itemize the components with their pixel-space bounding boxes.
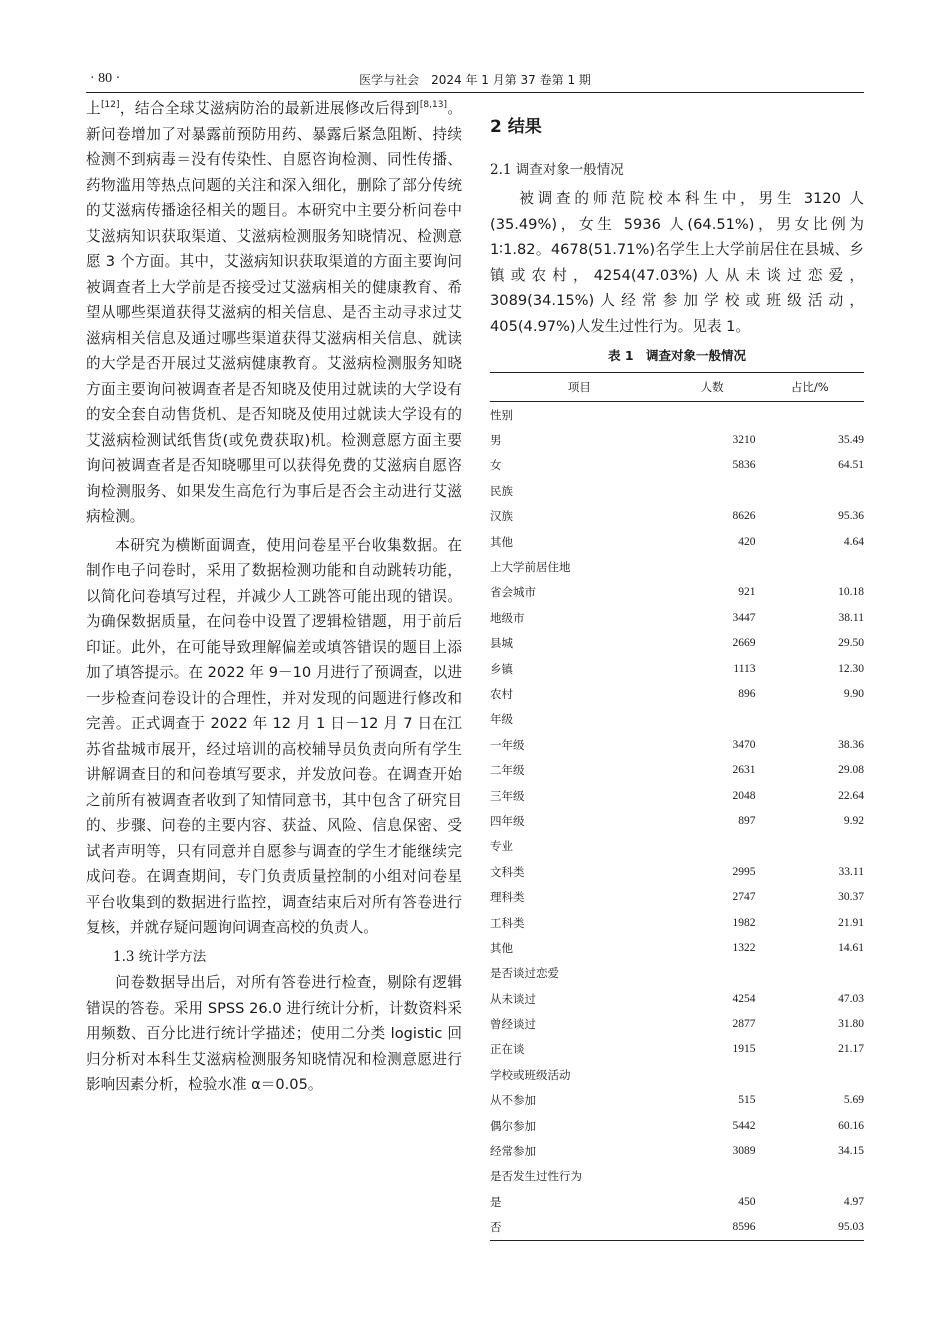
- cell-percent: [756, 834, 864, 859]
- table-general-characteristics: [490, 372, 864, 1241]
- table-row: [490, 1215, 864, 1241]
- table-row: [490, 427, 864, 452]
- table-row: [490, 1088, 864, 1113]
- cell-count: [669, 1164, 756, 1189]
- cell-item: 是: [490, 1194, 502, 1209]
- cell-count: 2631: [732, 764, 756, 777]
- cell-item: 二年级: [490, 763, 525, 778]
- cell-percent: 38.36: [838, 738, 864, 751]
- cell-count: [669, 402, 756, 428]
- table-row: [490, 783, 864, 808]
- table-category-row: [490, 1164, 864, 1189]
- cell-item: 女: [490, 458, 502, 473]
- cell-count: [669, 1062, 756, 1087]
- cell-item: 地级市: [490, 610, 525, 625]
- cell-count: 3089: [732, 1145, 756, 1158]
- column-header-count: 人数: [669, 373, 756, 402]
- cell-count: 1322: [732, 941, 756, 954]
- cell-item: 文科类: [490, 864, 525, 879]
- cell-percent: 9.90: [843, 687, 864, 700]
- cell-percent: 38.11: [838, 611, 864, 624]
- cell-count: 1915: [732, 1043, 756, 1056]
- cell-item: 上大学前居住地: [490, 560, 571, 575]
- cell-count: 1982: [732, 916, 756, 929]
- cell-percent: [756, 961, 864, 986]
- cell-item: 从不参加: [490, 1093, 536, 1108]
- cell-percent: 4.97: [843, 1195, 864, 1208]
- table-category-row: [490, 1062, 864, 1087]
- cell-percent: [756, 478, 864, 503]
- cell-percent: 10.18: [838, 586, 864, 599]
- table-row: [490, 580, 864, 605]
- cell-item: 经常参加: [490, 1144, 536, 1159]
- cell-item: 工科类: [490, 915, 525, 930]
- cell-count: [669, 834, 756, 859]
- cell-item: 乡镇: [490, 661, 513, 676]
- cell-percent: [756, 554, 864, 579]
- table-row: [490, 1011, 864, 1036]
- table-row: [490, 732, 864, 757]
- cell-count: [669, 961, 756, 986]
- cell-count: 2048: [732, 789, 756, 802]
- table-row: [490, 504, 864, 529]
- table-header-row: [490, 373, 864, 402]
- cell-percent: 33.11: [838, 865, 864, 878]
- table-row: [490, 453, 864, 478]
- cell-count: 1113: [733, 662, 756, 675]
- paragraph-questionnaire: [86, 96, 462, 530]
- cell-count: [669, 707, 756, 732]
- cell-count: 3447: [732, 611, 756, 624]
- cell-percent: 47.03: [838, 992, 864, 1005]
- table-row: [490, 859, 864, 884]
- table-row: [490, 1189, 864, 1214]
- cell-percent: 29.50: [838, 637, 864, 650]
- table-row: [490, 681, 864, 706]
- cell-item: 性别: [490, 407, 513, 422]
- cell-percent: 29.08: [838, 764, 864, 777]
- table-category-row: [490, 961, 864, 986]
- cell-item: 学校或班级活动: [490, 1067, 571, 1082]
- cell-item: 农村: [490, 686, 513, 701]
- table-row: [490, 529, 864, 554]
- table-row: [490, 986, 864, 1011]
- cell-item: 否: [490, 1220, 502, 1235]
- cell-count: 896: [738, 687, 756, 700]
- table-row: [490, 884, 864, 909]
- cell-percent: [756, 1164, 864, 1189]
- cell-item: 四年级: [490, 813, 525, 828]
- left-column: [86, 96, 462, 1098]
- cell-percent: 12.30: [838, 662, 864, 675]
- cell-item: 曾经谈过: [490, 1017, 536, 1032]
- cell-count: 515: [738, 1094, 756, 1107]
- cell-count: 420: [738, 535, 756, 548]
- cell-count: 921: [738, 586, 756, 599]
- table-row: [490, 1138, 864, 1163]
- citation[interactable]: [8,13]: [419, 100, 447, 110]
- cell-item: 三年级: [490, 788, 525, 803]
- cell-count: 8626: [732, 510, 756, 523]
- table-category-row: [490, 478, 864, 503]
- table-row: [490, 605, 864, 630]
- page-number: · 80 ·: [90, 71, 121, 86]
- table-caption: 表 1 调查对象一般情况: [607, 348, 747, 363]
- cell-count: [669, 554, 756, 579]
- table-row: [490, 935, 864, 960]
- cell-percent: [756, 707, 864, 732]
- cell-count: 2669: [732, 637, 756, 650]
- table-category-row: [490, 554, 864, 579]
- table-row: [490, 656, 864, 681]
- journal-title: 医学与社会 2024 年 1 月第 37 卷第 1 期: [359, 73, 591, 87]
- cell-item: 专业: [490, 839, 513, 854]
- cell-item: 县城: [490, 636, 513, 651]
- cell-item: 其他: [490, 534, 513, 549]
- cell-item: 从未谈过: [490, 991, 536, 1006]
- cell-percent: 64.51: [838, 459, 864, 472]
- paragraph-data-collection: 本研究为横断面调查，使用问卷星平台收集数据。在制作电子问卷时，采用了数据检测功能和自动跳转功能，以简化问卷填写过程，并减少人工跳答可能出现的错误。为确保数据质量，在问卷中设置了逻辑检错题，用于前后印证。此外，在可能导致理解偏差或填答错误的题目上添加了填答提示。在 2022 年 9－10 月进行了预调查，以进一步检查问卷设计的合理性，并对发现的问题进行修改和完善。正式调查于 2022 年 12 月 1 日－12 月 7 日在江苏省盐城市展开，经过培训的高校辅导员负责向所有学生讲解调查目的和问卷填写要求，并发放问卷。在调查开始之前所有被调查者收到了知情同意书，其中包含了研究目的、步骤、问卷的主要内容、获益、风险、信息保密、受试者声明等，只有同意并自愿参与调查的学生才能继续完成问卷。在调查期间，专门负责质量控制的小组对问卷星平台收集到的数据进行监控，调查结束后对所有答卷进行复核，并就存疑问题询问调查高校的负责人。: [86, 536, 462, 936]
- cell-count: 450: [738, 1195, 756, 1208]
- cell-percent: 30.37: [838, 891, 864, 904]
- cell-count: 897: [738, 814, 756, 827]
- cell-item: 理科类: [490, 890, 525, 905]
- table-row: [490, 1037, 864, 1062]
- cell-percent: 14.61: [838, 941, 864, 954]
- cell-count: 3210: [732, 434, 756, 447]
- cell-percent: 35.49: [838, 434, 864, 447]
- table-category-row: [490, 707, 864, 732]
- right-column: [490, 114, 864, 339]
- cell-count: 3470: [732, 738, 756, 751]
- cell-item: 汉族: [490, 509, 513, 524]
- page-header: [86, 68, 864, 93]
- cell-count: 8596: [732, 1221, 756, 1234]
- cell-count: 5836: [732, 459, 756, 472]
- cell-percent: 60.16: [838, 1119, 864, 1132]
- cell-count: 2995: [732, 865, 756, 878]
- cell-count: 2747: [732, 891, 756, 904]
- cell-count: 5442: [732, 1119, 756, 1132]
- cell-count: 4254: [732, 992, 756, 1005]
- cell-item: 是否发生过性行为: [490, 1169, 582, 1184]
- text-run: ，结合全球艾滋病防治的最新进展修改后得到: [119, 100, 420, 117]
- cell-item: 其他: [490, 940, 513, 955]
- section-heading-1-3: 1.3 统计学方法: [113, 948, 207, 965]
- text-run: 上: [86, 100, 102, 117]
- cell-item: 正在谈: [490, 1042, 525, 1057]
- section-heading-2: 2 结果: [490, 117, 542, 137]
- cell-percent: 21.91: [838, 916, 864, 929]
- text-run: 。新问卷增加了对暴露前预防用药、暴露后紧急阻断、持续检测不到病毒＝没有传染性、自愿咨询检测、同性传播、药物滥用等热点问题的关注和深入细化，删除了部分传统的艾滋病传播途径相关的题目。本研究中主要分析问卷中艾滋病知识获取渠道、艾滋病检测服务知晓情况、检测意愿 3 个方面。其中，艾滋病知识获取渠道的方面主要询问被调查者上大学前是否接受过艾滋病相关的健康教育、希望从哪些渠道获得艾滋病的相关信息、是否主动寻求过艾滋病相关信息及通过哪些渠道获得艾滋病相关信息、就读的大学是否开展过艾滋病健康教育。艾滋病检测服务知晓方面主要询问被调查者是否知晓及使用过就读的大学设有的安全套自动售货机、是否知晓及使用过就读大学设有的艾滋病检测试纸售货(或免费获取)机。检测意愿方面主要询问被调查者是否知晓哪里可以获得免费的艾滋病自愿咨询检测服务、如果发生高危行为事后是否会主动进行艾滋病检测。: [86, 100, 462, 525]
- cell-percent: 22.64: [838, 789, 864, 802]
- cell-percent: 34.15: [838, 1145, 864, 1158]
- cell-percent: [756, 402, 864, 428]
- cell-item: 民族: [490, 483, 513, 498]
- paragraph-statistics: 问卷数据导出后，对所有答卷进行检查，剔除有逻辑错误的答卷。采用 SPSS 26.0 进行统计分析，计数资料采用频数、百分比进行统计学描述；使用二分类 logistic 回归分析对本科生艾滋病检测服务知晓情况和检测意愿进行影响因素分析，检验水准 α＝0.05。: [86, 974, 462, 1093]
- cell-item: 年级: [490, 712, 513, 727]
- cell-item: 是否谈过恋爱: [490, 966, 559, 981]
- paragraph-results: 被调查的师范院校本科生中，男生 3120 人(35.49%)，女生 5936 人(64.51%)，男女比例为 1∶1.82。4678(51.71%)名学生上大学前居住在县城、乡镇或农村，4254(47.03%)人从未谈过恋爱，3089(34.15%)人经常参加学校或班级活动，405(4.97%)人发生过性行为。见表 1。: [490, 190, 864, 335]
- cell-item: 偶尔参加: [490, 1118, 536, 1133]
- cell-percent: 21.17: [838, 1043, 864, 1056]
- cell-item: 男: [490, 433, 502, 448]
- table-row: [490, 910, 864, 935]
- cell-percent: 95.36: [838, 510, 864, 523]
- table-row: [490, 1113, 864, 1138]
- table-row: [490, 757, 864, 782]
- cell-percent: 31.80: [838, 1018, 864, 1031]
- citation[interactable]: [12]: [101, 100, 120, 110]
- column-header-percent: 占比/%: [756, 373, 864, 402]
- table-row: [490, 631, 864, 656]
- cell-percent: 9.92: [843, 814, 864, 827]
- cell-count: [669, 478, 756, 503]
- column-header-item: 项目: [490, 373, 669, 402]
- cell-percent: 5.69: [843, 1094, 864, 1107]
- section-heading-2-1: 2.1 调查对象一般情况: [490, 162, 624, 178]
- cell-count: 2877: [732, 1018, 756, 1031]
- table-category-row: [490, 402, 864, 428]
- cell-percent: 4.64: [843, 535, 864, 548]
- cell-percent: 95.03: [838, 1221, 864, 1234]
- cell-percent: [756, 1062, 864, 1087]
- cell-item: 省会城市: [490, 585, 536, 600]
- cell-item: 一年级: [490, 737, 525, 752]
- table-row: [490, 808, 864, 833]
- table-category-row: [490, 834, 864, 859]
